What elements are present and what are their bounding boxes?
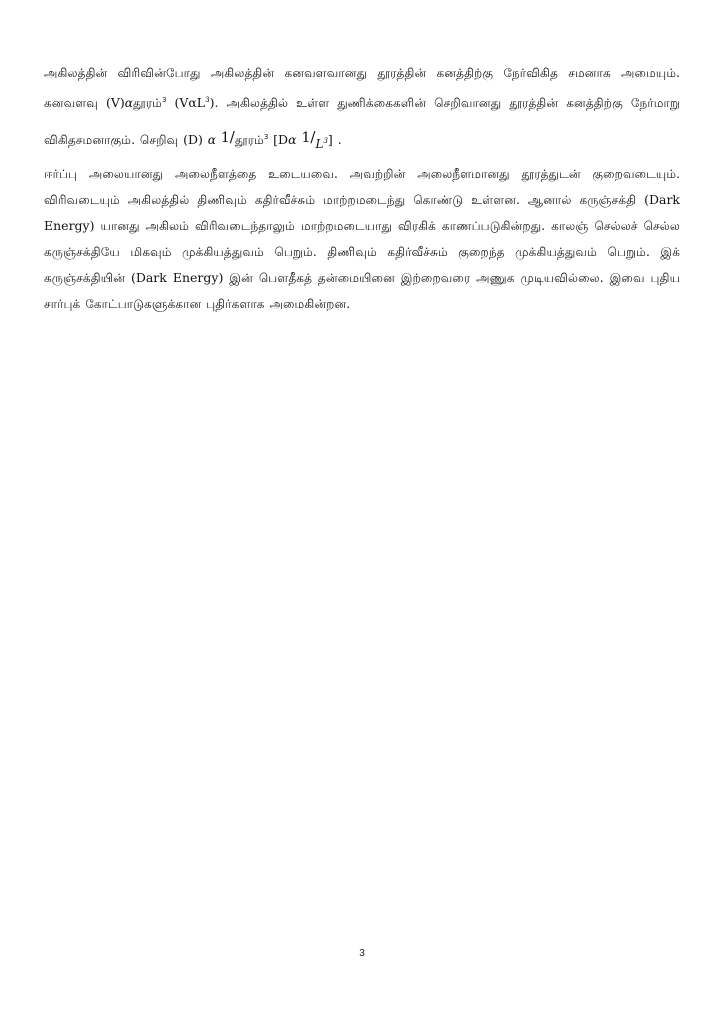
fraction-2-L: L (315, 137, 324, 151)
density-symbol: (D) (183, 132, 203, 147)
density-bracket-open: [D (273, 132, 289, 147)
paragraph-1-line-1: அகிலத்தின் விரிவின்போது அகிலத்தின் கனவளவானது தூரத்தின் கனத்திற்கு நேர்விகித சமனாக (44, 66, 611, 80)
inverse-fraction-1 (221, 120, 235, 155)
density-bracket-close: ] . (327, 132, 342, 147)
dark-energy-term-2: (Dark Energy) (130, 270, 224, 285)
paragraph-2-part-2: யானது அகிலம் விரிவடைந்தாலும் மாற்றமடையாது விரகிக் காணப்படுகின்றது. காலஞ் செல்லச் செல்ல கருஞ்சக்தியே மிகவும் முக்கியத்துவம் பெறும். திணிவும் கதிர்வீச்சும் குறைந்த முக்கியத்துவம் பெறும். இக் கருஞ்சக்தியின் (44, 219, 680, 285)
alpha-symbol-3: α (288, 132, 297, 147)
paragraph-1-line-2-end: அகிலத்தில் உள்ள துணிக்கைகளின் செறிவானது (226, 96, 502, 110)
document-body (44, 60, 680, 317)
page-number: 3 (359, 948, 365, 959)
distance-word: தூரம் (133, 96, 162, 110)
cube-exponent: 3 (161, 95, 167, 104)
fraction-2-exponent: 3 (323, 137, 328, 145)
paragraph-2-part-3: இன் பௌதீகத் தன்மையினை இற்றைவரை அணுக முடியவில்லை. இவை புதிய சார்புக் கோட்பாடுகளுக்கான புதிர்களாக அமைகின்றன. (44, 271, 681, 311)
fraction-2-numerator: 1 (301, 130, 311, 146)
density-relation (273, 128, 342, 151)
volume-relation-close: ). (209, 95, 219, 110)
cube-exponent-2: 3 (263, 132, 269, 141)
fraction-1-slash: / (229, 128, 235, 146)
paragraph-2-part-1: ஈர்ப்பு அலையானது அலைநீளத்தை உடையவை. அவற்றின் அலைநீளமானது தூரத்துடன் குறைவடையும். விரிவடையும் அகிலத்தில் திணிவும் கதிர்வீச்சும் மாற்றமடைந்து கொண்டு உள்ளன. ஆனால் கருஞ்சக்தி (44, 167, 680, 207)
inverse-fraction-2 (302, 120, 328, 161)
paragraph-1-line-3-start: தூரத்தின் கனத்திற்கு நேர்மாறு விகிதசமனாகும். செறிவு (44, 96, 681, 147)
volume-relation-open: (VαL (174, 95, 206, 110)
fraction-1-numerator: 1 (220, 130, 230, 146)
dark-energy-term-1: (Dark Energy) (44, 192, 681, 233)
volume-relation (174, 95, 218, 110)
volume-symbol: (V) (105, 95, 125, 110)
fraction-2-denominator (315, 137, 327, 151)
distance-word-2: தூரம் (234, 133, 264, 147)
alpha-symbol: α (124, 96, 133, 110)
paragraph-dark-energy (44, 161, 680, 317)
paragraph-expansion-volume (44, 60, 680, 161)
volume-relation-exponent: 3 (205, 95, 210, 104)
alpha-symbol-2: α (207, 133, 216, 147)
fraction-2-slash: / (310, 128, 316, 146)
paragraph-1-line-2-start: அமையும். கனவளவு (44, 66, 681, 110)
